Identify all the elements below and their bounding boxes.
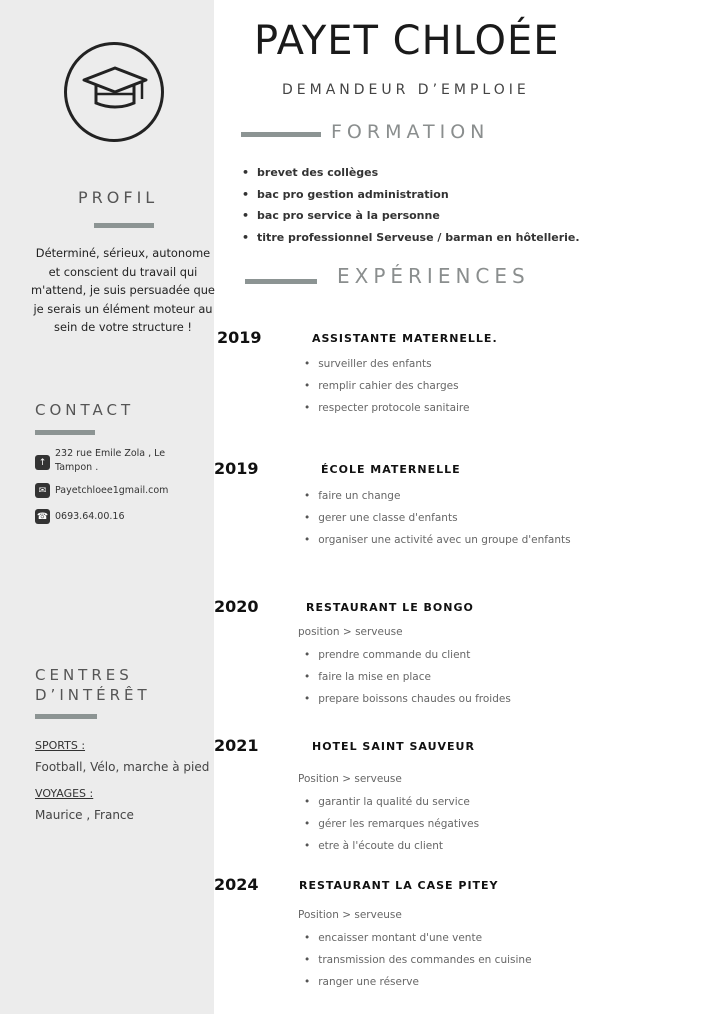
phone-icon: ☎ — [35, 509, 50, 524]
job-task: • prendre commande du client — [304, 644, 511, 666]
sidebar — [0, 0, 214, 1014]
formation-title: FORMATION — [331, 121, 490, 143]
interests-divider — [35, 714, 97, 719]
job-year: 2024 — [214, 875, 259, 894]
job-tasks — [304, 485, 571, 551]
job-task: • respecter protocole sanitaire — [304, 397, 469, 419]
job-task: • gérer les remarques négatives — [304, 813, 479, 835]
interests-title-line-1: CENTRES — [35, 666, 133, 684]
formation-item: • brevet des collèges — [242, 162, 580, 184]
job-entry — [214, 736, 714, 856]
experiences-divider — [245, 279, 317, 284]
profile-text: Déterminé, sérieux, autonome et conscient du travail qui m'attend, je suis persuadée que je serais un élément moteur au sein de votre structure ! — [31, 246, 215, 334]
interests-title-line-2: D’INTÉRÊT — [35, 686, 151, 704]
job-title: ÉCOLE MATERNELLE — [321, 463, 461, 476]
formation-item: • bac pro service à la personne — [242, 205, 580, 227]
job-task: • etre à l'écoute du client — [304, 835, 479, 857]
formation-item: • titre professionnel Serveuse / barman en hôtellerie. — [242, 227, 580, 249]
job-year: 2019 — [217, 328, 262, 347]
job-entry — [214, 875, 714, 1000]
address-line-1: 232 rue Emile Zola , Le — [55, 448, 166, 459]
job-task: • encaisser montant d'une vente — [304, 927, 532, 949]
job-position: position > serveuse — [298, 626, 403, 638]
job-task: • prepare boissons chaudes ou froides — [304, 688, 511, 710]
logo — [64, 42, 164, 142]
contact-address — [35, 447, 205, 477]
job-tasks — [304, 927, 532, 993]
job-task: • faire un change — [304, 485, 571, 507]
job-entry — [214, 597, 714, 717]
experiences-title: EXPÉRIENCES — [337, 264, 530, 288]
job-title: RESTAURANT LA CASE PITEY — [299, 879, 499, 892]
job-entry — [214, 328, 714, 428]
job-task: • ranger une réserve — [304, 971, 532, 993]
job-year: 2020 — [214, 597, 259, 616]
travel-label: VOYAGES : — [35, 787, 94, 800]
profile-title: PROFIL — [78, 188, 159, 207]
travel-value: Maurice , France — [35, 808, 134, 822]
graduation-cap-icon — [80, 65, 150, 115]
email-text: Payetchloee1gmail.com — [55, 485, 169, 496]
job-task: • transmission des commandes en cuisine — [304, 949, 532, 971]
job-task: • organiser une activité avec un groupe d'enfants — [304, 529, 571, 551]
location-icon: ↑ — [35, 455, 50, 470]
contact-title: CONTACT — [35, 401, 135, 419]
job-position: Position > serveuse — [298, 909, 402, 921]
job-tasks — [304, 644, 511, 710]
job-position: Position > serveuse — [298, 773, 402, 785]
contact-phone[interactable] — [35, 509, 205, 525]
phone-text: 0693.64.00.16 — [55, 511, 125, 522]
formation-list — [242, 162, 580, 248]
job-tasks — [304, 791, 479, 857]
candidate-name: PAYET CHLOÉE — [254, 18, 560, 64]
email-icon: ✉ — [35, 483, 50, 498]
address-line-2: Tampon . — [55, 462, 99, 473]
job-title: HOTEL SAINT SAUVEUR — [312, 740, 475, 753]
job-task: • faire la mise en place — [304, 666, 511, 688]
formation-item: • bac pro gestion administration — [242, 184, 580, 206]
job-entry — [214, 459, 714, 559]
candidate-subtitle: DEMANDEUR D’EMPLOIE — [282, 82, 530, 98]
job-year: 2021 — [214, 736, 259, 755]
sports-value: Football, Vélo, marche à pied — [35, 760, 210, 774]
job-task: • gerer une classe d'enfants — [304, 507, 571, 529]
job-title: ASSISTANTE MATERNELLE. — [312, 332, 498, 345]
job-task: • remplir cahier des charges — [304, 375, 469, 397]
job-task: • surveiller des enfants — [304, 353, 469, 375]
job-task: • garantir la qualité du service — [304, 791, 479, 813]
job-tasks — [304, 353, 469, 419]
contact-email[interactable] — [35, 483, 205, 499]
formation-divider — [241, 132, 321, 137]
profile-divider — [94, 223, 154, 228]
job-year: 2019 — [214, 459, 259, 478]
sports-label: SPORTS : — [35, 739, 86, 752]
job-title: RESTAURANT LE BONGO — [306, 601, 474, 614]
contact-divider — [35, 430, 95, 435]
